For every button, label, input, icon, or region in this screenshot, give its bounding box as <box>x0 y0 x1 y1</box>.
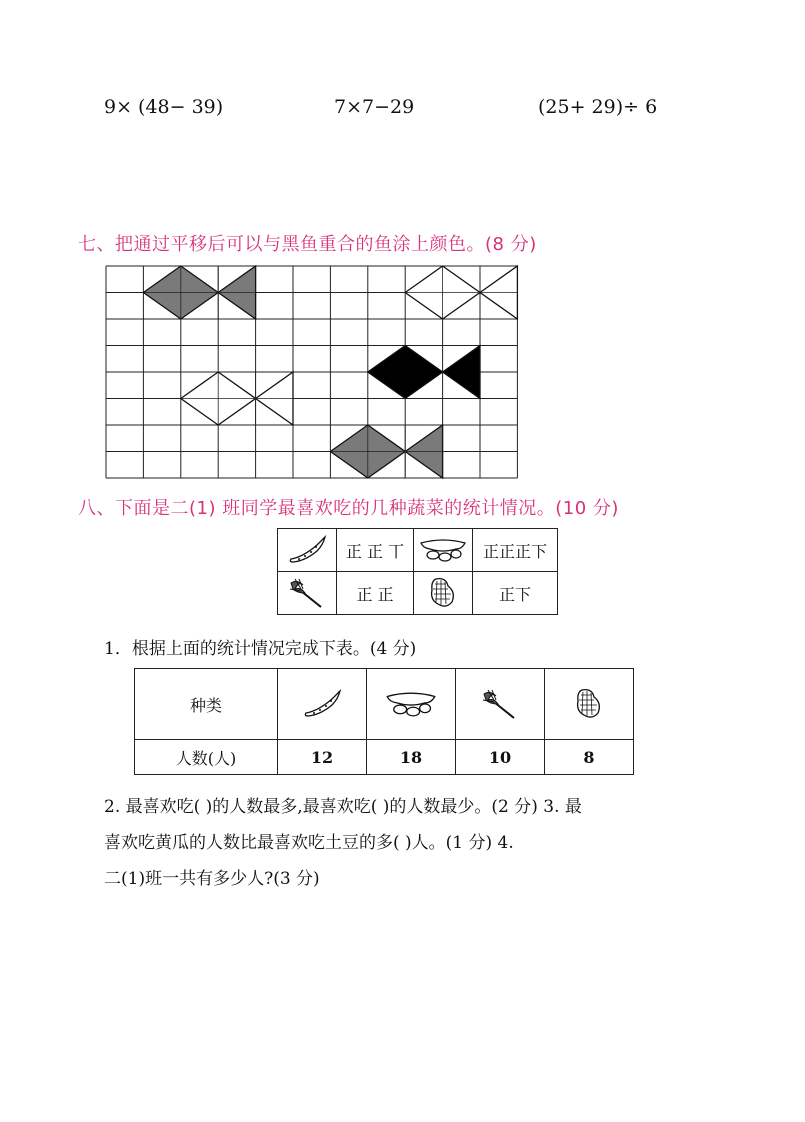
question-4: 二(1)班一共有多少人?(3 分) <box>104 869 320 889</box>
fish-body <box>368 346 443 399</box>
count-potato: 8 <box>545 740 634 775</box>
count-beans: 18 <box>367 740 456 775</box>
count-icon-beans <box>367 669 456 740</box>
celery-icon <box>480 684 520 724</box>
fish-top-right <box>405 266 517 319</box>
cucumber-cell <box>278 529 337 572</box>
beans-icon <box>418 535 468 565</box>
fish-black <box>368 346 480 399</box>
cucumber-icon <box>287 535 327 565</box>
fish-middle-left <box>181 372 293 425</box>
potato-cell <box>414 572 473 615</box>
count-celery: 10 <box>456 740 545 775</box>
count-icon-celery <box>456 669 545 740</box>
count-cucumber: 12 <box>278 740 367 775</box>
tally-table <box>277 528 558 615</box>
fish-bottom <box>330 425 442 478</box>
beans-cell <box>414 529 473 572</box>
section8-title: 八、下面是二(1) 班同学最喜欢吃的几种蔬菜的统计情况。(10 分) <box>78 498 619 519</box>
count-table <box>134 668 634 775</box>
count-icon-cucumber <box>278 669 367 740</box>
beans-icon <box>384 684 438 724</box>
cucumber-icon <box>302 684 342 724</box>
potato-icon <box>572 685 606 723</box>
tally-cucumber: 正 正 丅 <box>337 529 414 572</box>
fish-top-left <box>143 266 255 319</box>
tally-beans: 正正正下 <box>473 529 558 572</box>
tally-celery: 正 正 <box>337 572 414 615</box>
fish-tail <box>443 346 480 399</box>
count-header-label: 种类 <box>135 669 278 740</box>
question-2-line2: 喜欢吃黄瓜的人数比最喜欢吃土豆的多( )人。(1 分) 4. <box>104 833 514 853</box>
celery-cell <box>278 572 337 615</box>
expression-3: (25+ 29)÷ 6 <box>538 96 658 118</box>
expression-2: 7×7−29 <box>334 96 415 118</box>
section7-title: 七、把通过平移后可以与黑鱼重合的鱼涂上颜色。(8 分) <box>78 234 537 255</box>
question-2-line1: 2. 最喜欢吃( )的人数最多,最喜欢吃( )的人数最少。(2 分) 3. 最 <box>104 797 582 817</box>
count-icon-potato <box>545 669 634 740</box>
tally-potato: 正下 <box>473 572 558 615</box>
fish-grid <box>100 262 520 482</box>
potato-icon <box>426 576 460 610</box>
question-1: 1．根据上面的统计情况完成下表。(4 分) <box>104 639 417 659</box>
celery-icon <box>287 577 327 609</box>
expression-1: 9× (48− 39) <box>104 96 224 118</box>
count-row-label: 人数(人) <box>135 740 278 775</box>
